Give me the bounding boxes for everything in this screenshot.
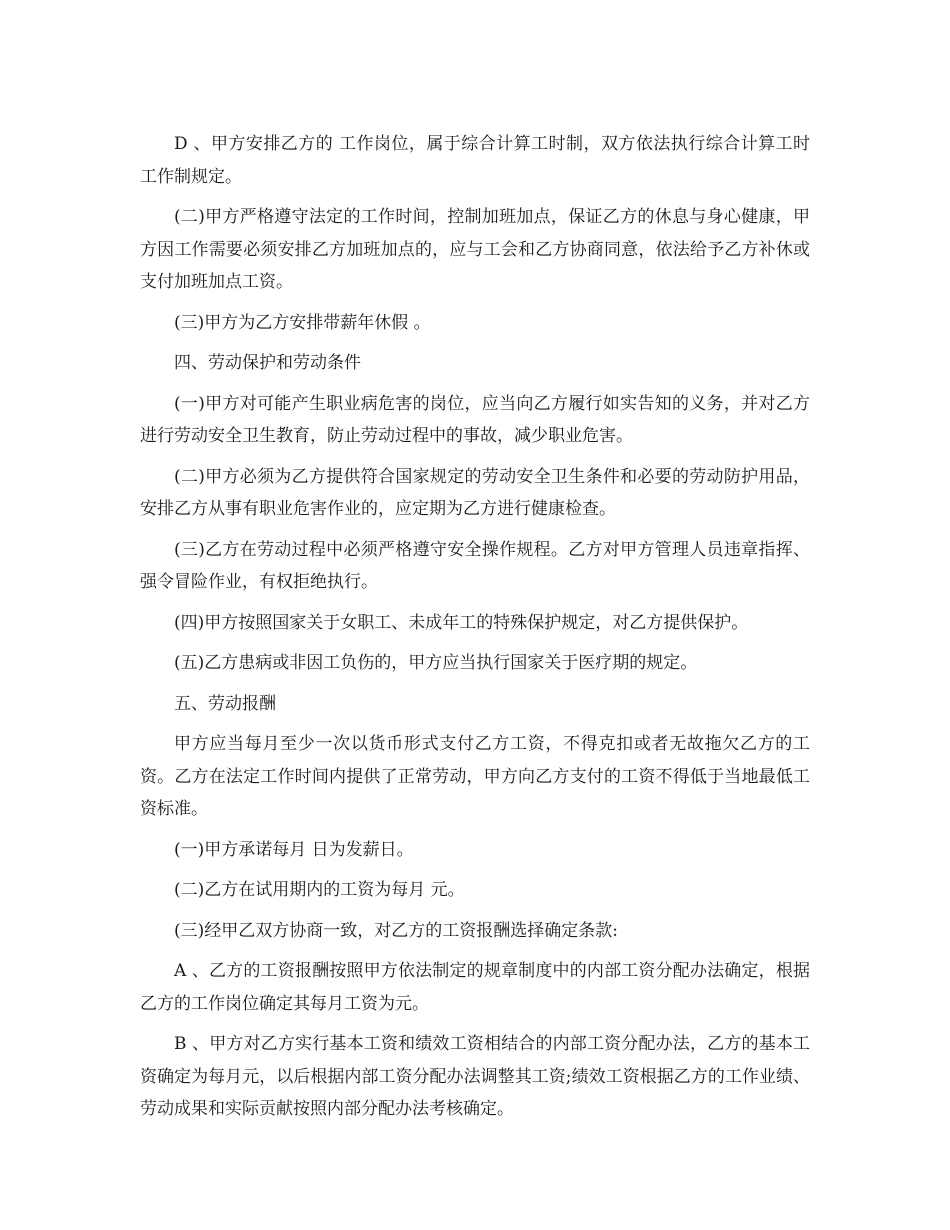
paragraph-paid-leave: (三)甲方为乙方安排带薪年休假 。 <box>174 312 431 333</box>
paragraph-overtime: (二)甲方严格遵守法定的工作时间，控制加班加点，保证乙方的休息与身心健康，甲方因工作需要必须安排乙方加班加点的，应与工会和乙方协商同意，依法给予乙方补休或支付加班加点工资。 <box>140 207 810 292</box>
paragraph-wage-options: (三)经甲乙双方协商一致，对乙方的工资报酬选择确定条款: <box>174 920 618 941</box>
paragraph-safety-procedures: (三)乙方在劳动过程中必须严格遵守安全操作规程。乙方对甲方管理人员违章指挥、强令冒险作业，有权拒绝执行。 <box>140 539 810 592</box>
document-body <box>140 128 810 1134</box>
section-heading-remuneration: 五、劳动报酬 <box>174 693 276 714</box>
section-heading-labor-protection: 四、劳动保护和劳动条件 <box>174 353 361 373</box>
paragraph-probation-wage: (二)乙方在试用期内的工资为每月 元。 <box>174 880 465 900</box>
paragraph-option-b: B 、甲方对乙方实行基本工资和绩效工资相结合的内部工资分配办法，乙方的基本工资确定为每月元，以后根据内部工资分配办法调整其工资;绩效工资根据乙方的工作业绩、劳动成果和实际贡献按照内部分配办法考核确定。 <box>140 1034 810 1119</box>
paragraph-special-protection: (四)甲方按照国家关于女职工、未成年工的特殊保护规定，对乙方提供保护。 <box>174 612 749 633</box>
paragraph-safety-conditions: (二)甲方必须为乙方提供符合国家规定的劳动安全卫生条件和必要的劳动防护用品，安排乙方从事有职业危害作业的，应定期为乙方进行健康检查。 <box>140 466 810 519</box>
paragraph-wage-payment: 甲方应当每月至少一次以货币形式支付乙方工资，不得克扣或者无故拖欠乙方的工资。乙方在法定工作时间内提供了正常劳动，甲方向乙方支付的工资不得低于当地最低工资标准。 <box>140 734 810 819</box>
paragraph-payday: (一)甲方承诺每月 日为发薪日。 <box>174 839 414 860</box>
paragraph-option-a: A 、乙方的工资报酬按照甲方依法制定的规章制度中的内部工资分配办法确定，根据乙方的工作岗位确定其每月工资为元。 <box>140 961 810 1014</box>
paragraph-occupational-hazard-notice: (一)甲方对可能产生职业病危害的岗位，应当向乙方履行如实告知的义务，并对乙方进行劳动安全卫生教育，防止劳动过程中的事故，减少职业危害。 <box>140 393 810 446</box>
paragraph-medical-period: (五)乙方患病或非因工负伤的，甲方应当执行国家关于医疗期的规定。 <box>174 653 698 673</box>
paragraph-d-working-hours: D 、甲方安排乙方的 工作岗位，属于综合计算工时制，双方依法执行综合计算工时工作制规定。 <box>140 134 810 187</box>
